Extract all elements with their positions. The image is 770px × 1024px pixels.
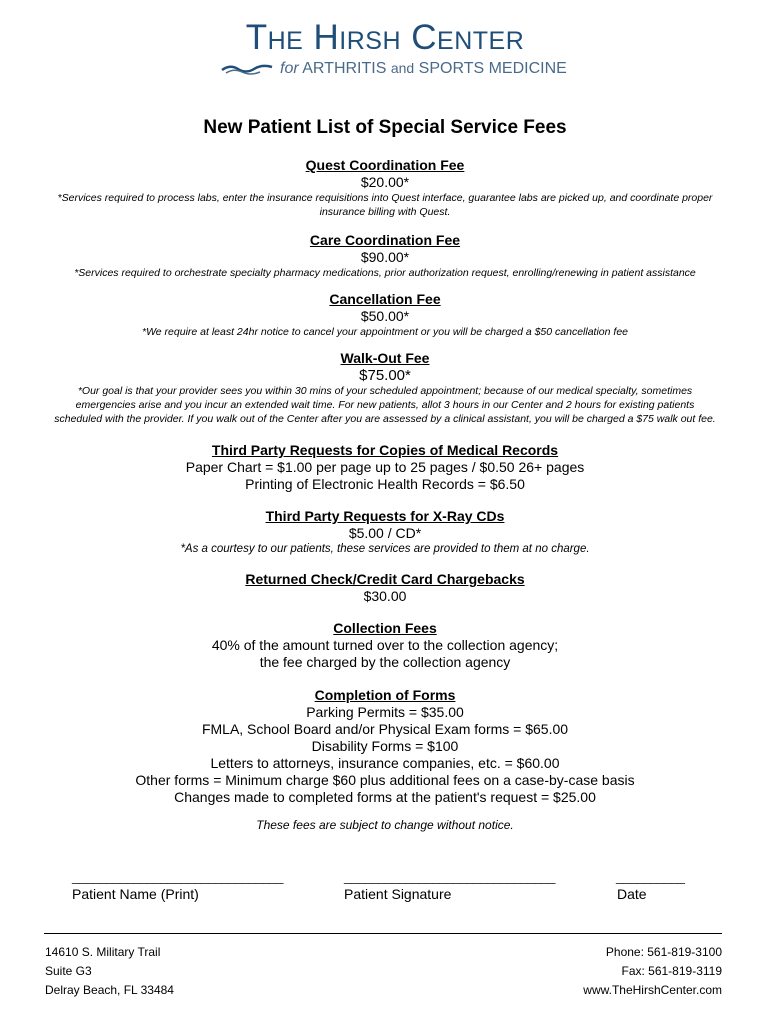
section-heading: Third Party Requests for Copies of Medical Records xyxy=(211,442,559,458)
disclaimer: These fees are subject to change without notice. xyxy=(256,818,514,832)
care-fee-section xyxy=(0,232,770,280)
section-heading: Walk-Out Fee xyxy=(340,350,430,366)
section-heading: Cancellation Fee xyxy=(329,291,441,307)
fee-line: Parking Permits = $35.00 xyxy=(306,704,464,720)
address-line: Suite G3 xyxy=(45,964,92,978)
logo-sub-text: for ARTHRITIS and SPORTS MEDICINE xyxy=(280,60,567,77)
patient-signature-label: Patient Signature xyxy=(344,886,452,902)
logo xyxy=(0,20,770,80)
quest-fee-section xyxy=(0,157,770,219)
section-heading: Third Party Requests for X-Ray CDs xyxy=(265,508,505,524)
footer-contact xyxy=(583,943,722,1000)
fee-line: Printing of Electronic Health Records = $6.50 xyxy=(245,476,525,492)
date-line[interactable]: __________ xyxy=(616,868,684,884)
fee-line: Changes made to completed forms at the patient's request = $25.00 xyxy=(174,789,596,805)
section-heading: Returned Check/Credit Card Chargebacks xyxy=(245,571,525,587)
website-link[interactable]: www.TheHirshCenter.com xyxy=(583,983,722,997)
section-heading: Care Coordination Fee xyxy=(309,232,461,248)
patient-name-label: Patient Name (Print) xyxy=(72,886,199,902)
fee-note: scheduled with the provider. If you walk out of the Center after you are assessed by a clinical assistant, you will be charged a $75 walk out fee. xyxy=(54,413,716,425)
forms-fee-section xyxy=(0,687,770,806)
logo-main-text: The Hirsh Center xyxy=(245,18,525,57)
cancellation-fee-section xyxy=(0,291,770,339)
patient-name-line[interactable]: _______________________________ xyxy=(72,868,283,884)
fee-line: the fee charged by the collection agency xyxy=(259,654,511,670)
records-fee-section xyxy=(0,442,770,493)
fee-value: $30.00 xyxy=(363,588,407,604)
fee-line: FMLA, School Board and/or Physical Exam forms = $65.00 xyxy=(201,721,569,737)
walkout-fee-section xyxy=(0,350,770,426)
fee-value: $90.00* xyxy=(360,249,410,265)
fee-note: *Services required to orchestrate specialty pharmacy medications, prior authorization request, enrolling/renewing in patient assistance xyxy=(74,267,696,279)
xray-fee-section xyxy=(0,508,770,556)
fee-note: *As a courtesy to our patients, these services are provided to them at no charge. xyxy=(180,543,590,555)
fee-note: emergencies arise and you incur an extended wait time. For new patients, allot 3 hours in our Center and 2 hours for existing patients xyxy=(75,399,695,411)
fee-value: $50.00* xyxy=(360,308,410,324)
section-heading: Quest Coordination Fee xyxy=(305,157,465,173)
fee-note: *We require at least 24hr notice to cancel your appointment or you will be charged a $50 cancellation fee xyxy=(141,326,628,338)
fee-line: 40% of the amount turned over to the collection agency; xyxy=(211,637,559,653)
fee-line: Disability Forms = $100 xyxy=(311,738,459,754)
fee-value: $75.00* xyxy=(359,367,411,384)
chargebacks-fee-section xyxy=(0,571,770,605)
fee-note: *Services required to process labs, enter the insurance requisitions into Quest interface, guarantee labs are picked up, and coordinate proper xyxy=(57,192,713,204)
section-heading: Completion of Forms xyxy=(314,687,456,703)
address-line: Delray Beach, FL 33484 xyxy=(45,983,174,997)
address-line: 14610 S. Military Trail xyxy=(45,945,161,959)
page-title: New Patient List of Special Service Fees xyxy=(203,117,567,138)
fee-line: Other forms = Minimum charge $60 plus additional fees on a case-by-case basis xyxy=(135,772,635,788)
section-heading: Collection Fees xyxy=(333,620,437,636)
fee-note: insurance billing with Quest. xyxy=(319,206,451,218)
date-label: Date xyxy=(617,886,647,902)
wave-icon xyxy=(220,62,276,76)
collection-fee-section xyxy=(0,620,770,671)
logo-subtitle xyxy=(0,58,770,80)
fee-value: $5.00 / CD* xyxy=(348,525,422,541)
fee-note: *Our goal is that your provider sees you within 30 mins of your scheduled appointment; because of our medical specialty, sometimes xyxy=(77,385,693,397)
patient-signature-line[interactable]: _______________________________ xyxy=(344,868,555,884)
footer-divider xyxy=(44,933,722,934)
phone-number: Phone: 561-819-3100 xyxy=(605,945,722,959)
fee-line: Paper Chart = $1.00 per page up to 25 pages / $0.50 26+ pages xyxy=(185,459,585,475)
fee-value: $20.00* xyxy=(360,174,410,190)
fax-number: Fax: 561-819-3119 xyxy=(621,964,722,978)
footer-address xyxy=(45,943,174,1000)
fee-line: Letters to attorneys, insurance companies, etc. = $60.00 xyxy=(210,755,560,771)
